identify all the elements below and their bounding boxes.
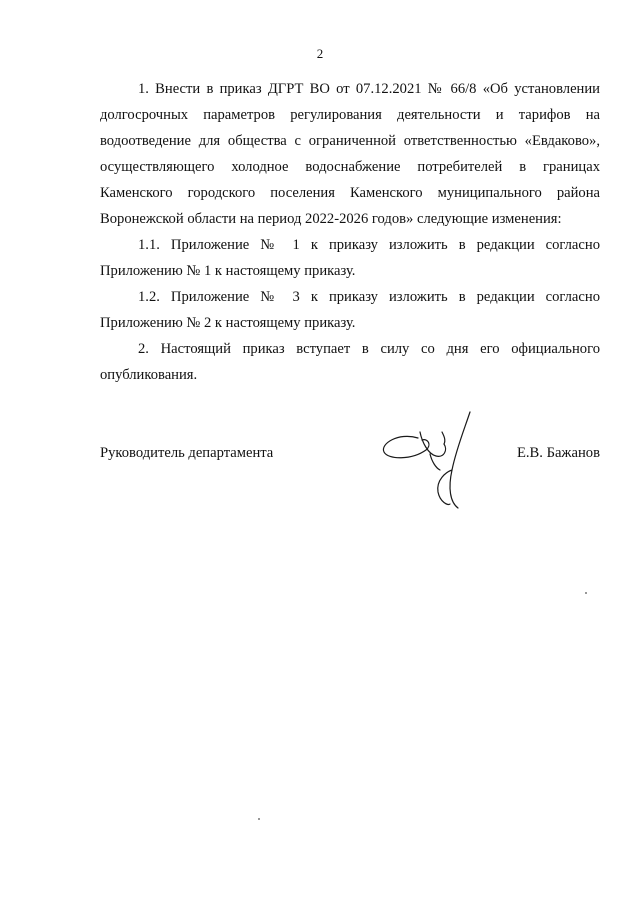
paragraph-1-1: 1.1. Приложение № 1 к приказу изложить в редакции согласно Приложению № 1 к настоящему приказу.: [100, 237, 600, 279]
signature-block: [100, 440, 600, 466]
paragraph-1-2: 1.2. Приложение № 3 к приказу изложить в редакции согласно Приложению № 2 к настоящему приказу.: [100, 289, 600, 331]
scan-speck: [585, 592, 587, 594]
scan-speck: [258, 818, 260, 820]
paragraph-1: 1. Внести в приказ ДГРТ ВО от 07.12.2021 № 66/8 «Об установлении долгосрочных параметров регулирования деятельности и тарифов на водоотведение для общества с ограниченной ответственностью «Евдаково», осуществляющего холодное водоснабжение потребителей в границах Каменского городского поселения Каменского муниципального района Воронежской области на период 2022-2026 годов» следующие изменения:: [100, 81, 600, 227]
page-number: 2: [316, 46, 324, 61]
signatory-name: Е.В. Бажанов: [516, 445, 600, 461]
document-body: [100, 76, 600, 388]
handwritten-signature-icon: [378, 410, 478, 510]
paragraph-2: 2. Настоящий приказ вступает в силу со дня его официального опубликования.: [100, 341, 600, 383]
signatory-position: Руководитель департамента: [100, 445, 274, 461]
